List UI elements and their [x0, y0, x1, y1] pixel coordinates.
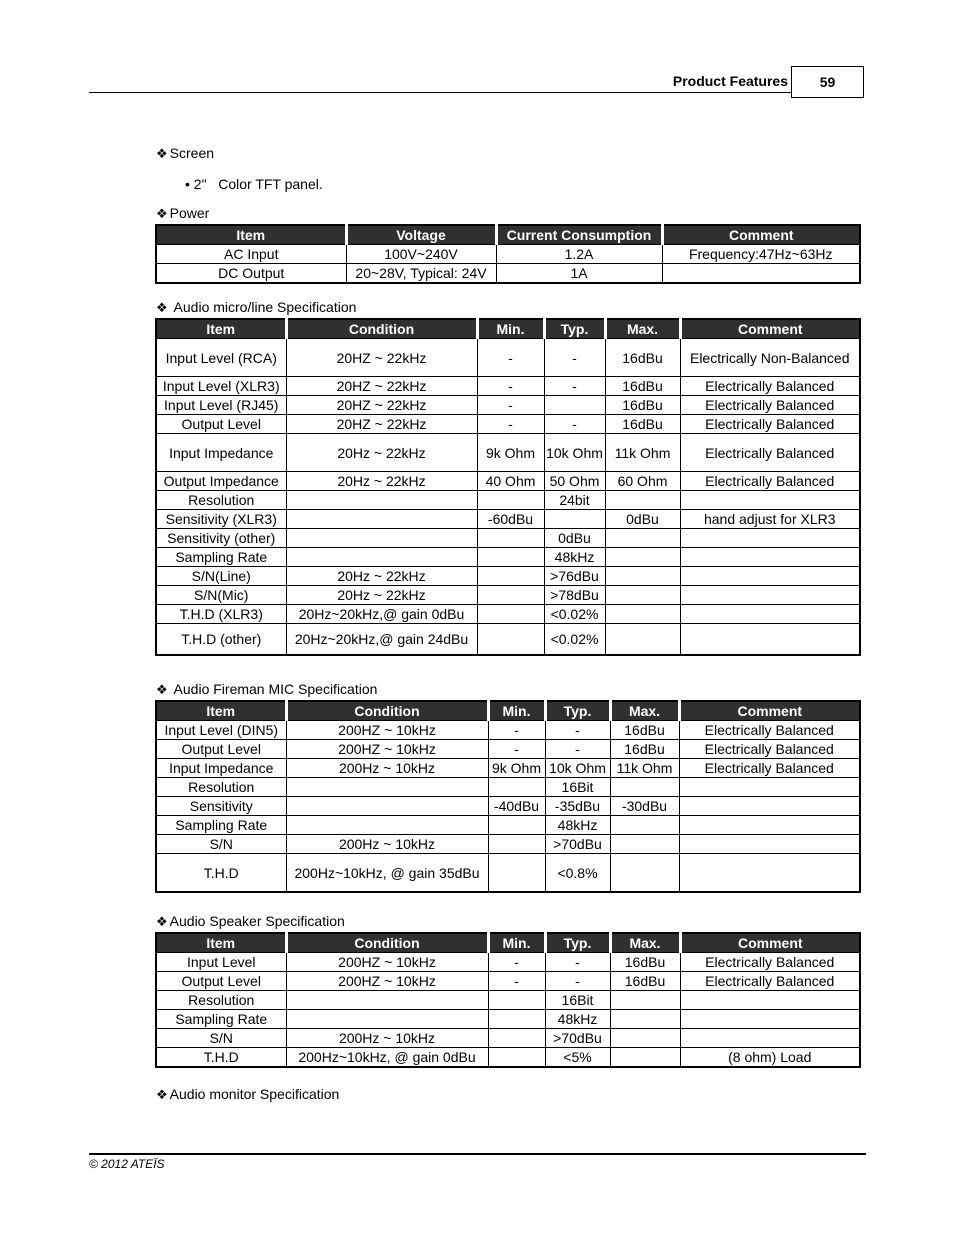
speaker-cell [680, 1029, 860, 1048]
micline-cell: S/N(Line) [156, 567, 286, 586]
micline-cell [477, 491, 544, 510]
fireman-cell: 16Bit [545, 778, 610, 797]
speaker-cell: 16dBu [610, 972, 680, 991]
micline-cell: - [544, 377, 605, 396]
micline-cell: 20HZ ~ 22kHz [286, 415, 477, 434]
micline-header-cell: Comment [680, 319, 860, 339]
micline-cell: Sampling Rate [156, 548, 286, 567]
micline-cell: Electrically Balanced [680, 434, 860, 472]
micline-header-cell: Item [156, 319, 286, 339]
fireman-cell [488, 835, 545, 854]
fireman-cell: Sensitivity [156, 797, 286, 816]
table-row [156, 605, 860, 624]
fireman-header-cell: Condition [286, 701, 488, 721]
speaker-cell: T.H.D [156, 1048, 286, 1068]
micline-cell: 16dBu [605, 377, 680, 396]
micline-cell: - [477, 377, 544, 396]
fireman-cell: Electrically Balanced [679, 759, 860, 778]
micline-cell: 50 Ohm [544, 472, 605, 491]
fireman-cell: Electrically Balanced [679, 740, 860, 759]
micline-cell: 0dBu [544, 529, 605, 548]
fireman-cell: 48kHz [545, 816, 610, 835]
power-cell: 100V~240V [346, 245, 496, 264]
footer-rule [89, 1153, 866, 1155]
speaker-cell [680, 991, 860, 1010]
table-row [156, 1010, 860, 1029]
micline-cell: Input Level (RCA) [156, 339, 286, 377]
screen-bullet: • 2" Color TFT panel. [185, 176, 323, 192]
micline-cell: Input Level (RJ45) [156, 396, 286, 415]
fireman-cell: Sampling Rate [156, 816, 286, 835]
speaker-cell: - [488, 953, 545, 972]
fireman-cell: S/N [156, 835, 286, 854]
micline-cell: Sensitivity (other) [156, 529, 286, 548]
micline-cell [680, 548, 860, 567]
monitor-heading [156, 1086, 339, 1103]
table-row [156, 816, 860, 835]
speaker-cell [680, 1010, 860, 1029]
micline-cell [544, 510, 605, 529]
fireman-cell: - [488, 721, 545, 740]
speaker-cell: 200Hz~10kHz, @ gain 0dBu [286, 1048, 488, 1068]
speaker-cell: (8 ohm) Load [680, 1048, 860, 1068]
power-heading [156, 205, 209, 222]
micline-cell: 20Hz ~ 22kHz [286, 472, 477, 491]
fireman-cell: >70dBu [545, 835, 610, 854]
fireman-cell: 200Hz ~ 10kHz [286, 835, 488, 854]
micline-cell: 20HZ ~ 22kHz [286, 396, 477, 415]
micline-cell: T.H.D (other) [156, 624, 286, 656]
micline-cell [544, 396, 605, 415]
page-number: 59 [791, 66, 864, 98]
micline-cell: 20Hz~20kHz,@ gain 0dBu [286, 605, 477, 624]
speaker-cell: 200Hz ~ 10kHz [286, 1029, 488, 1048]
speaker-cell [488, 1048, 545, 1068]
micline-cell: <0.02% [544, 624, 605, 656]
speaker-header-cell: Condition [286, 933, 488, 953]
speaker-cell [286, 991, 488, 1010]
micline-cell: 60 Ohm [605, 472, 680, 491]
fireman-cell: - [545, 740, 610, 759]
table-row [156, 797, 860, 816]
fireman-cell [610, 778, 679, 797]
fireman-cell: 11k Ohm [610, 759, 679, 778]
fireman-cell: 200HZ ~ 10kHz [286, 721, 488, 740]
fireman-header-cell: Item [156, 701, 286, 721]
speaker-cell [610, 1048, 680, 1068]
fireman-cell: 16dBu [610, 721, 679, 740]
footer-copyright: © 2012 ATEÏS [89, 1157, 165, 1171]
header-title: Product Features [672, 73, 788, 89]
fireman-cell [679, 835, 860, 854]
micline-cell [477, 548, 544, 567]
micline-header-cell: Max. [605, 319, 680, 339]
micline-cell: 20HZ ~ 22kHz [286, 339, 477, 377]
speaker-cell [488, 1029, 545, 1048]
fireman-heading [156, 681, 377, 698]
fireman-cell: 10k Ohm [545, 759, 610, 778]
micline-cell [680, 605, 860, 624]
speaker-heading [156, 913, 345, 930]
fireman-cell: - [488, 740, 545, 759]
fireman-cell: 9k Ohm [488, 759, 545, 778]
micline-cell [477, 586, 544, 605]
micline-cell: 20HZ ~ 22kHz [286, 377, 477, 396]
micline-cell [680, 586, 860, 605]
micline-cell: Electrically Balanced [680, 415, 860, 434]
table-row [156, 1048, 860, 1068]
fireman-cell [610, 854, 679, 893]
micline-cell [605, 529, 680, 548]
micline-cell: Output Level [156, 415, 286, 434]
power-cell: 1A [496, 264, 662, 284]
table-row [156, 778, 860, 797]
speaker-header-cell: Typ. [545, 933, 610, 953]
power-cell: 1.2A [496, 245, 662, 264]
fireman-cell [679, 778, 860, 797]
fireman-cell: -40dBu [488, 797, 545, 816]
monitor-title: Audio monitor Specification [169, 1086, 340, 1102]
speaker-cell: 48kHz [545, 1010, 610, 1029]
speaker-cell: - [545, 972, 610, 991]
fireman-header-cell: Typ. [545, 701, 610, 721]
speaker-cell: Electrically Balanced [680, 953, 860, 972]
speaker-cell: 200HZ ~ 10kHz [286, 953, 488, 972]
table-row [156, 264, 860, 284]
speaker-cell [488, 1010, 545, 1029]
micline-cell: <0.02% [544, 605, 605, 624]
speaker-cell [610, 991, 680, 1010]
screen-title: Screen [169, 145, 215, 161]
micline-cell: Output Impedance [156, 472, 286, 491]
micline-cell: 20Hz ~ 22kHz [286, 567, 477, 586]
speaker-cell: Output Level [156, 972, 286, 991]
table-row [156, 759, 860, 778]
power-cell: DC Output [156, 264, 346, 284]
table-row [156, 339, 860, 377]
fireman-cell [679, 854, 860, 893]
speaker-cell: Resolution [156, 991, 286, 1010]
diamond-bullet-icon: ❖ [156, 1087, 168, 1102]
micline-cell [286, 510, 477, 529]
micline-cell: -60dBu [477, 510, 544, 529]
micline-heading [156, 299, 356, 316]
micline-cell: Electrically Non-Balanced [680, 339, 860, 377]
table-row [156, 624, 860, 656]
micline-cell: Electrically Balanced [680, 472, 860, 491]
fireman-cell: Electrically Balanced [679, 721, 860, 740]
speaker-cell: 16Bit [545, 991, 610, 1010]
power-cell: Frequency:47Hz~63Hz [662, 245, 860, 264]
micline-cell [286, 491, 477, 510]
screen-bullet-text: 2" Color TFT panel. [193, 176, 323, 192]
micline-cell [477, 567, 544, 586]
table-row [156, 548, 860, 567]
power-header-cell: Current Consumption [496, 225, 662, 245]
micline-cell: - [544, 415, 605, 434]
fireman-title: Audio Fireman MIC Specification [173, 681, 378, 697]
micline-title: Audio micro/line Specification [173, 299, 357, 315]
micline-cell: 20Hz~20kHz,@ gain 24dBu [286, 624, 477, 656]
power-table [155, 224, 861, 284]
diamond-bullet-icon: ❖ [156, 914, 168, 929]
micline-cell: Sensitivity (XLR3) [156, 510, 286, 529]
table-row [156, 972, 860, 991]
fireman-table [155, 700, 861, 893]
fireman-cell [286, 816, 488, 835]
micline-cell: 16dBu [605, 396, 680, 415]
micline-cell [477, 529, 544, 548]
micline-cell: 48kHz [544, 548, 605, 567]
micline-cell: >78dBu [544, 586, 605, 605]
micline-cell [605, 567, 680, 586]
micline-cell: T.H.D (XLR3) [156, 605, 286, 624]
speaker-cell [286, 1010, 488, 1029]
fireman-cell [488, 854, 545, 893]
micline-cell [680, 491, 860, 510]
micline-cell [680, 624, 860, 656]
speaker-cell: Electrically Balanced [680, 972, 860, 991]
fireman-cell: Resolution [156, 778, 286, 797]
micline-cell [605, 624, 680, 656]
table-row [156, 740, 860, 759]
speaker-cell: Sampling Rate [156, 1010, 286, 1029]
fireman-cell [488, 816, 545, 835]
speaker-cell [610, 1010, 680, 1029]
power-header-cell: Comment [662, 225, 860, 245]
fireman-cell: 16dBu [610, 740, 679, 759]
fireman-cell [610, 816, 679, 835]
fireman-cell: Input Impedance [156, 759, 286, 778]
micline-cell: 0dBu [605, 510, 680, 529]
speaker-table [155, 932, 861, 1068]
micline-cell: Input Level (XLR3) [156, 377, 286, 396]
micline-header-cell: Min. [477, 319, 544, 339]
table-row [156, 510, 860, 529]
header-rule [89, 92, 792, 93]
fireman-cell: 200Hz~10kHz, @ gain 35dBu [286, 854, 488, 893]
speaker-cell: 16dBu [610, 953, 680, 972]
fireman-cell: Input Level (DIN5) [156, 721, 286, 740]
diamond-bullet-icon: ❖ [156, 206, 168, 221]
fireman-header-cell: Max. [610, 701, 679, 721]
micline-cell [477, 624, 544, 656]
micline-cell: 10k Ohm [544, 434, 605, 472]
table-row [156, 1029, 860, 1048]
micline-cell: 16dBu [605, 339, 680, 377]
fireman-cell [610, 835, 679, 854]
speaker-cell [610, 1029, 680, 1048]
fireman-cell [488, 778, 545, 797]
table-row [156, 472, 860, 491]
micline-cell [605, 605, 680, 624]
micline-cell: S/N(Mic) [156, 586, 286, 605]
speaker-cell [488, 991, 545, 1010]
power-cell: AC Input [156, 245, 346, 264]
table-row [156, 835, 860, 854]
power-cell [662, 264, 860, 284]
table-row [156, 377, 860, 396]
micline-cell [605, 548, 680, 567]
table-row [156, 415, 860, 434]
speaker-cell: >70dBu [545, 1029, 610, 1048]
table-row [156, 567, 860, 586]
speaker-cell: S/N [156, 1029, 286, 1048]
micline-cell: - [477, 339, 544, 377]
micline-cell [286, 529, 477, 548]
micline-header-cell: Typ. [544, 319, 605, 339]
diamond-bullet-icon: ❖ [156, 300, 168, 315]
fireman-cell [286, 778, 488, 797]
micline-cell [605, 491, 680, 510]
micline-cell: 16dBu [605, 415, 680, 434]
micline-cell: 20Hz ~ 22kHz [286, 586, 477, 605]
micline-cell: >76dBu [544, 567, 605, 586]
power-header-cell: Voltage [346, 225, 496, 245]
table-row [156, 991, 860, 1010]
micline-cell [680, 567, 860, 586]
micline-cell: hand adjust for XLR3 [680, 510, 860, 529]
fireman-cell: - [545, 721, 610, 740]
micline-cell: - [477, 396, 544, 415]
table-row [156, 491, 860, 510]
speaker-header-cell: Max. [610, 933, 680, 953]
speaker-cell: Input Level [156, 953, 286, 972]
power-header-cell: Item [156, 225, 346, 245]
micline-header-cell: Condition [286, 319, 477, 339]
micline-cell [680, 529, 860, 548]
speaker-cell: - [488, 972, 545, 991]
fireman-cell: Output Level [156, 740, 286, 759]
micline-cell [605, 586, 680, 605]
micline-cell: Electrically Balanced [680, 377, 860, 396]
micline-cell [477, 605, 544, 624]
micline-cell [286, 548, 477, 567]
fireman-cell: 200Hz ~ 10kHz [286, 759, 488, 778]
table-row [156, 529, 860, 548]
power-cell: 20~28V, Typical: 24V [346, 264, 496, 284]
micline-cell: 9k Ohm [477, 434, 544, 472]
speaker-title: Audio Speaker Specification [169, 913, 345, 929]
table-row [156, 854, 860, 893]
fireman-cell: -30dBu [610, 797, 679, 816]
table-row [156, 721, 860, 740]
micline-cell: 40 Ohm [477, 472, 544, 491]
speaker-cell: - [545, 953, 610, 972]
fireman-header-cell: Min. [488, 701, 545, 721]
fireman-cell [679, 816, 860, 835]
speaker-header-cell: Min. [488, 933, 545, 953]
micline-cell: - [544, 339, 605, 377]
speaker-header-cell: Comment [680, 933, 860, 953]
diamond-bullet-icon: ❖ [156, 682, 168, 697]
diamond-bullet-icon: ❖ [156, 146, 168, 161]
fireman-cell: T.H.D [156, 854, 286, 893]
fireman-cell [679, 797, 860, 816]
speaker-cell: 200HZ ~ 10kHz [286, 972, 488, 991]
micline-cell: 20Hz ~ 22kHz [286, 434, 477, 472]
micline-cell: 24bit [544, 491, 605, 510]
micline-cell: - [477, 415, 544, 434]
micline-cell: 11k Ohm [605, 434, 680, 472]
power-title: Power [169, 205, 210, 221]
speaker-header-cell: Item [156, 933, 286, 953]
screen-heading [156, 145, 214, 162]
fireman-header-cell: Comment [679, 701, 860, 721]
micline-cell: Electrically Balanced [680, 396, 860, 415]
table-row [156, 434, 860, 472]
micline-cell: Input Impedance [156, 434, 286, 472]
micline-cell: Resolution [156, 491, 286, 510]
table-row [156, 396, 860, 415]
speaker-cell: <5% [545, 1048, 610, 1068]
table-row [156, 245, 860, 264]
micline-table [155, 318, 861, 656]
fireman-cell [286, 797, 488, 816]
fireman-cell: <0.8% [545, 854, 610, 893]
fireman-cell: -35dBu [545, 797, 610, 816]
table-row [156, 953, 860, 972]
table-row [156, 586, 860, 605]
fireman-cell: 200HZ ~ 10kHz [286, 740, 488, 759]
